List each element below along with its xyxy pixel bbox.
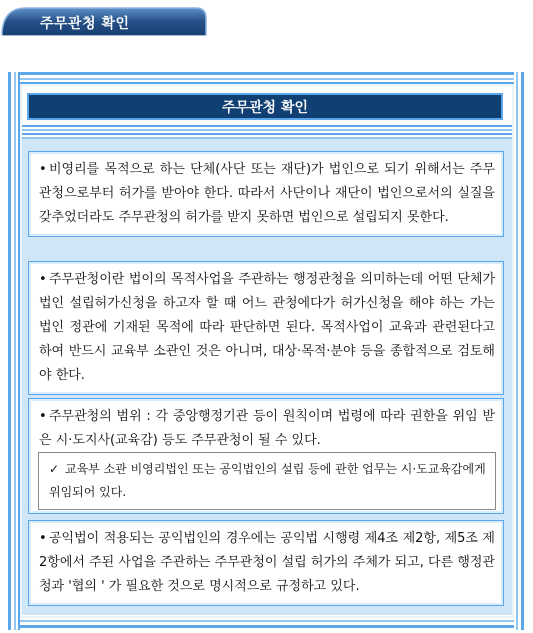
divider-band (22, 125, 512, 139)
bullet-icon: • (39, 531, 47, 546)
info-box-4 (28, 520, 504, 606)
info-box-1 (28, 151, 504, 237)
section-title: 주무관청 확인 (27, 93, 503, 120)
sub-note-text: 교육부 소관 비영리법인 또는 공익법인의 설립 등에 관한 업무는 시·도교육감에게 위임되어 있다. (49, 462, 486, 499)
info-text-2: 주무관청이란 법이의 목적사업을 주관하는 행정관청을 의미하는데 어떤 단체가 법인 설립허가신청을 하고자 할 때 어느 관청에다가 허가신청을 해야 하는 가는 법인 정관에 기재된 목적에 따라 판단하면 된다. 목적사업이 교육과 관련된다고 하여 반드시 교육부 소관인 것은 아니며, 대상·목적·분야 등을 종합적으로 검토해야 한다. (39, 272, 495, 383)
header-tab-title: 주무관청 확인 (40, 16, 130, 32)
header-tab (0, 6, 208, 36)
info-text-3: 주무관청의 범위 : 각 중앙행정기관 등이 원칙이며 법령에 따라 권한을 위임 받은 시·도지사(교육감) 등도 주무관청이 될 수 있다. (39, 409, 495, 448)
bullet-icon: • (39, 272, 47, 287)
info-text-4: 공익법이 적용되는 공익법인의 경우에는 공익법 시행령 제4조 제2항, 제5조 제2항에서 주된 사업을 주관하는 주무관청이 설립 허가의 주체가 되고, 다른 행정관청과 '협의 ' 가 필요한 것으로 명시적으로 규정하고 있다. (39, 531, 495, 594)
sub-note-box (38, 452, 496, 510)
check-icon: ✓ (49, 462, 60, 476)
info-text-1: 비영리를 목적으로 하는 단체(사단 또는 재단)가 법인으로 되기 위해서는 주무관청으로부터 허가를 받아야 한다. 따라서 사단이나 재단이 법인으로서의 실질을 갖추었더라도 주무관청의 허가를 받지 못하면 법인으로 설립되지 못한다. (39, 162, 495, 225)
bullet-icon: • (39, 162, 47, 177)
bullet-icon: • (39, 409, 47, 424)
info-box-2 (28, 261, 504, 395)
